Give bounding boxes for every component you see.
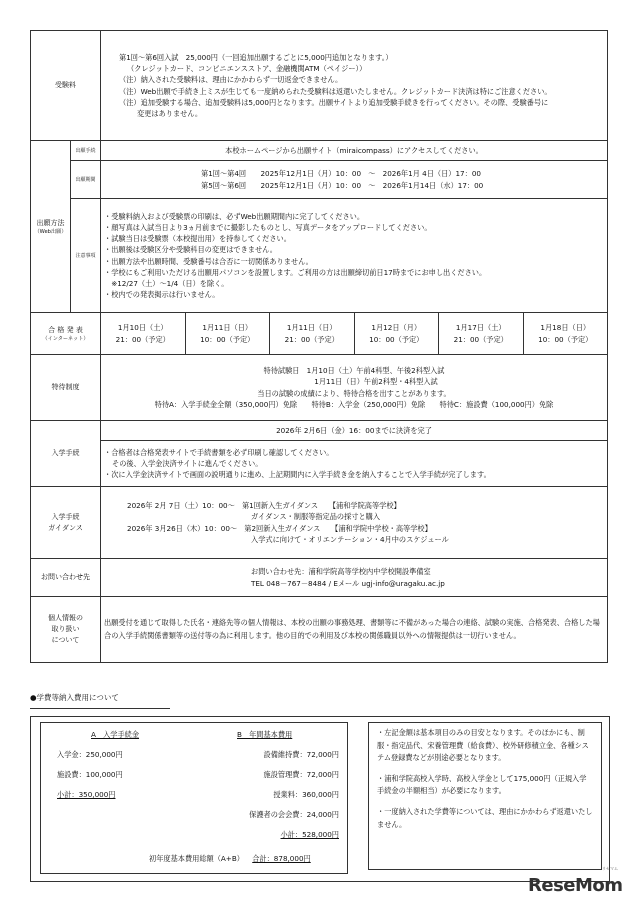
results-date-cell: 1月11日（日） 10：00（予定） bbox=[185, 313, 270, 355]
tuition-fees-box bbox=[40, 722, 348, 874]
apply-period-row bbox=[31, 161, 608, 199]
apply-notes-label: 注意事項 bbox=[71, 199, 101, 313]
fee-b-item: 保護者の会会費：24,000円 bbox=[249, 810, 339, 819]
fee-b-item: 授業料：360,000円 bbox=[273, 790, 339, 799]
guidance-line: 入学式に向けて・オリエンテーション・4月中のスケジュール bbox=[251, 534, 449, 544]
fee-line: （クレジットカード、コンビニエンスストア、金融機関ATM（ペイジー）） bbox=[127, 64, 367, 74]
resemom-logo-sub: リセマム bbox=[602, 866, 618, 871]
results-date-cell: 1月10日（土） 21：00（予定） bbox=[101, 313, 186, 355]
fee-line: （注）納入された受験料は、理由にかかわらず一切返金できません。 bbox=[119, 75, 343, 85]
apply-period-label: 出願期間 bbox=[71, 161, 101, 199]
apply-period-line: 第5回～第6回 2025年12月1日（月）10：00 ～ 2026年1月14日（水）17：00 bbox=[201, 180, 484, 190]
tuition-note: ・一度納入された学費等については、理由にかかわらず返還いたしません。 bbox=[377, 806, 593, 829]
contact-line: TEL 048－767－8484 / Eメール ugj-info@uragaku.ac.jp bbox=[251, 578, 445, 588]
guidance-label: 入学手続 ガイダンス bbox=[31, 487, 101, 559]
apply-period-line: 第1回～第4回 2025年12月1日（月）10：00 ～ 2026年1月 4日（日）17：00 bbox=[201, 169, 481, 179]
tuition-note: ・左記金額は基本項目のみの目安となります。そのほかにも、制服・指定品代、宋養管理費（給食費）、校外研修積立金、各種システム登録費などが別途必要となります。 bbox=[377, 728, 589, 763]
apply-note: ・校内での発表掲示は行いません。 bbox=[104, 289, 220, 299]
enroll-deadline-row bbox=[31, 421, 608, 441]
enroll-line: ・合格者は合格発表サイトで手続書類を必ず印刷し確認してください。 bbox=[104, 447, 334, 457]
fee-line: （注）Web出願で手続き上ミスが生じても一度納められた受験料は返還いたしません。クレジットカード決済は特にご注意ください。 bbox=[119, 86, 552, 96]
fee-a-title: A 入学手続金 bbox=[91, 730, 140, 739]
section-divider bbox=[30, 708, 170, 709]
guidance-row bbox=[31, 487, 608, 559]
fee-b-subtotal: 小計：528,000円 bbox=[280, 830, 339, 839]
special-label: 特待制度 bbox=[31, 355, 101, 421]
apply-note: ※12/27（土）～1/4（日）を除く。 bbox=[104, 278, 229, 288]
privacy-text: 出願受付を通じて取得した氏名・連絡先等の個人情報は、本校の出願の事務処理、書類等に不備があった場合の連絡、試験の実施、合格発表、合格した場合の入学手続関係書類等の送付等の為に利用します。他の目的での利用及び本校の関係職員以外への情報提供は一切行いません。 bbox=[101, 597, 608, 663]
apply-note: ・学校にもご利用いただける出願用パソコンを設置します。ご利用の方は出願締切前日17時までにお申し出ください。 bbox=[104, 267, 487, 277]
fee-b-item: 設備維持費：72,000円 bbox=[263, 750, 339, 759]
apply-proc-row bbox=[31, 141, 608, 161]
special-row bbox=[31, 355, 608, 421]
apply-note: ・試験当日は受験票（本校提出用）を持参してください。 bbox=[104, 234, 291, 244]
tuition-notes-box bbox=[368, 722, 602, 870]
guidance-line: 2026年 2月 7日（土）10：00～ 第1回新入生ガイダンス 【浦和学院高等学校】 bbox=[127, 501, 401, 511]
fee-row bbox=[31, 31, 608, 141]
apply-note: ・顔写真は入試当日より3ヵ月前までに撮影したものとし、写真データをアップロードしてください。 bbox=[104, 223, 432, 233]
apply-note: ・出願後は受験区分や受験科目の変更はできません。 bbox=[104, 245, 277, 255]
enroll-steps-row bbox=[31, 441, 608, 487]
apply-proc-text: 本校ホームページから出願サイト（miraicompass）にアクセスしてください。 bbox=[101, 141, 608, 161]
fee-a-item: 施設費：100,000円 bbox=[57, 770, 123, 779]
guidance-line: ガイダンス・制服等指定品の採寸と購入 bbox=[251, 512, 381, 522]
special-line: 特待試験日 1月10日（土）午前4科型、午後2科型入試 bbox=[263, 366, 445, 376]
special-line: 1月11日（日）午前2科型・4科型入試 bbox=[314, 377, 438, 387]
admission-info-table bbox=[30, 30, 608, 663]
fee-label: 受験料 bbox=[31, 31, 101, 141]
fee-total-value: 合計：878,000円 bbox=[252, 854, 311, 863]
enroll-line: その後、入学金決済サイトに進んでください。 bbox=[112, 458, 263, 468]
fee-line: （注）追加受験する場合、追加受験料は5,000円となります。出願サイトより追加受験手続きを行ってください。その際、受験番号に bbox=[119, 97, 549, 107]
contact-line: お問い合わせ先：浦和学院高等学校内中学校開設準備室 bbox=[251, 567, 431, 577]
fee-line: 変更はありません。 bbox=[137, 108, 203, 118]
results-label: 合 格 発 表 （インターネット） bbox=[31, 313, 101, 355]
tuition-section-title: ●学費等納入費用について bbox=[30, 693, 119, 702]
results-date-cell: 1月17日（土） 21：00（予定） bbox=[439, 313, 524, 355]
guidance-line: 2026年 3月26日（木）10：00～ 第2回新入生ガイダンス 【浦和学院中学校・高等学校】 bbox=[127, 523, 432, 533]
apply-notes-row bbox=[31, 199, 608, 313]
fee-line: 第1回～第6回入試 25,000円（一回追加出願するごとに5,000円追加となります。） bbox=[119, 53, 393, 63]
fee-b-title: B 年間基本費用 bbox=[237, 730, 293, 739]
results-date-cell: 1月11日（日） 21：00（予定） bbox=[270, 313, 355, 355]
enroll-deadline: 2026年 2月6日（金）16：00までに決済を完了 bbox=[101, 421, 608, 441]
enroll-line: ・次に入学金決済サイトで画面の説明通りに進め、上記期間内に入学手続き金を納入することで入学手続が完了します。 bbox=[104, 470, 491, 480]
contact-row bbox=[31, 559, 608, 597]
apply-proc-label: 出願手続 bbox=[71, 141, 101, 161]
special-line: 当日の試験の成績により、特待合格を出すことがあります。 bbox=[257, 388, 451, 398]
apply-note: ・出願方法や出願時間、受験番号は合否に一切関係ありません。 bbox=[104, 256, 313, 266]
apply-label: 出願方法 （Web出願） bbox=[31, 141, 71, 313]
results-row bbox=[31, 313, 608, 355]
resemom-logo: ReseMom bbox=[528, 875, 623, 896]
fee-total-label: 初年度基本費用総額（A+B） bbox=[149, 854, 244, 863]
fee-a-subtotal: 小計：350,000円 bbox=[57, 790, 116, 799]
fee-a-item: 入学金：250,000円 bbox=[57, 750, 123, 759]
privacy-label: 個人情報の 取り扱い について bbox=[31, 597, 101, 663]
special-line: 特待A：入学手続金全額（350,000円）免除 特待B：入学金（250,000円）免除 特待C：施設費（100,000円）免除 bbox=[154, 399, 554, 409]
privacy-row bbox=[31, 597, 608, 663]
enroll-label: 入学手続 bbox=[31, 421, 101, 487]
fee-b-item: 施設管理費：72,000円 bbox=[263, 770, 339, 779]
results-date-cell: 1月12日（月） 10：00（予定） bbox=[354, 313, 439, 355]
apply-note: ・受験料納入および受験票の印刷は、必ずWeb出願期間内に完了してください。 bbox=[104, 211, 365, 221]
contact-label: お問い合わせ先 bbox=[31, 559, 101, 597]
results-date-cell: 1月18日（日） 10：00（予定） bbox=[523, 313, 608, 355]
tuition-note: ・浦和学院高校入学時、高校入学金として175,000円（正規入学手続金の半額相当）が必要になります。 bbox=[377, 773, 587, 796]
